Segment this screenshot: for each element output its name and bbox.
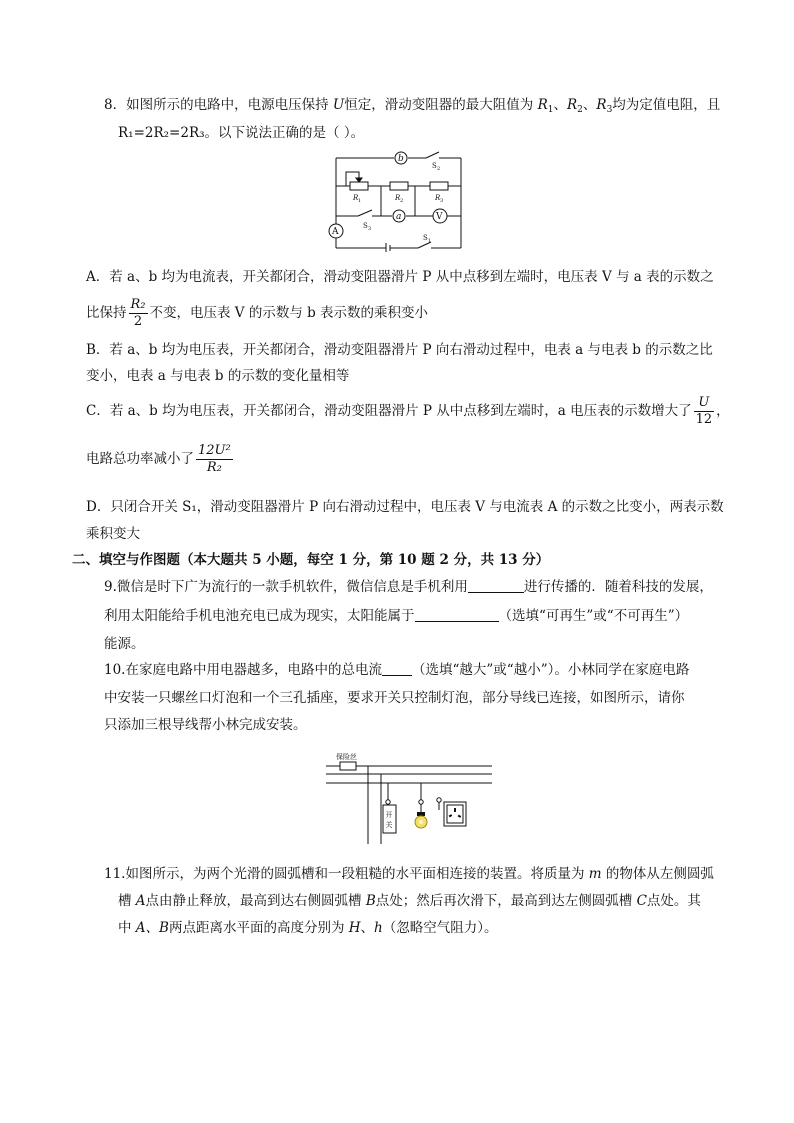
fuse-label: 保险丝: [336, 753, 357, 761]
q8-option-d-line-1: D．只闭合开关 S₁，滑动变阻器滑片 P 向右滑动过程中，电压表 V 与电流表 A 的示数之比变小，两表示数: [86, 499, 724, 515]
svg-text:R: R: [435, 194, 441, 202]
section-2-heading: 二、填空与作图题（本大题共 5 小题，每空 1 分，第 10 题 2 分，共 13 分）: [72, 552, 550, 568]
q8-option-b-line-1: B．若 a、b 均为电压表，开关都闭合，滑动变阻器滑片 P 向右滑动过程中，电表 a 与电表 b 的示数之比: [86, 342, 713, 358]
switch-label-1: 开: [385, 811, 393, 819]
q8-option-a-line-1: A．若 a、b 均为电流表，开关都闭合，滑动变阻器滑片 P 从中点移到左端时，电压表 V 与 a 表的示数之: [86, 269, 714, 285]
svg-text:S: S: [423, 234, 428, 242]
q8-option-a-line-2: 比保持 $\frac{\text{R₂}}{2}$ 不变，电压表 V 的示数与 b 表示数的乘积变小: [86, 297, 429, 329]
q9-line-3: 能源。: [104, 636, 145, 652]
q11-line-3: 中 A、B两点距离水平面的高度分别为 H、h（忽略空气阻力）。: [118, 920, 498, 936]
svg-text:1: 1: [358, 198, 362, 204]
svg-text:A: A: [332, 227, 339, 237]
q8-stem-line-2: R₁=2R₂=2R₃。以下说法正确的是（ ）。: [118, 125, 365, 141]
q8-option-b-line-2: 变小，电表 a 与电表 b 的示数的变化量相等: [86, 368, 350, 384]
svg-text:R: R: [353, 194, 359, 202]
answer-blank[interactable]: [468, 579, 524, 593]
q8-option-d-line-2: 乘积变大: [86, 526, 140, 542]
svg-text:S: S: [432, 162, 437, 170]
svg-text:R: R: [395, 194, 401, 202]
answer-blank[interactable]: [382, 662, 412, 676]
q10-line-2: 中安装一只螺丝口灯泡和一个三孔插座，要求开关只控制灯泡，部分导线已连接，如图所示，请你: [104, 690, 685, 706]
q8-circuit-diagram: [326, 148, 466, 252]
svg-text:3: 3: [368, 226, 372, 232]
svg-text:1: 1: [428, 238, 432, 244]
q10-household-circuit-diagram: [326, 748, 494, 848]
q8-stem-line-1: 8．如图所示的电路中，电源电压保持 U恒定，滑动变阻器的最大阻值为 $R_1$、$R_2$、$R_3$均为定值电阻，且: [104, 97, 721, 115]
fraction-12u2-over-r2: $\frac{\text{12U²}}{\text{R₂}}$: [198, 443, 231, 475]
q9-line-1: 9.微信是时下广为流行的一款手机软件，微信信息是手机利用 进行传播的．随着科技的发展，: [104, 579, 713, 595]
q9-line-2: 利用太阳能给手机电池充电已成为现实，太阳能属于 （选填“可再生”或“不可再生”）: [104, 608, 689, 624]
svg-text:a: a: [396, 212, 402, 222]
q11-line-1: 11.如图所示，为两个光滑的圆弧槽和一段粗糙的水平面相连接的装置。将质量为 m 的物体从左侧圆弧: [104, 866, 714, 882]
svg-text:S: S: [363, 222, 368, 230]
svg-text:2: 2: [437, 166, 441, 172]
fraction-u-over-12: $\frac{U}{12}$: [695, 395, 713, 427]
svg-text:3: 3: [440, 198, 444, 204]
q8-option-c-line-2: 电路总功率减小了 $\frac{\text{12U²}}{\text{R₂}}$: [86, 443, 231, 475]
svg-text:2: 2: [400, 198, 404, 204]
q11-line-2: 槽 A点由静止释放，最高到达右侧圆弧槽 B点处；然后再次滑下，最高到达左侧圆弧槽 C点处。其: [118, 893, 701, 909]
answer-blank[interactable]: [415, 608, 499, 622]
fraction-r2-over-2: $\frac{\text{R₂}}{2}$: [130, 297, 146, 329]
q8-option-c-line-1: C．若 a、b 均为电压表，开关都闭合，滑动变阻器滑片 P 从中点移到左端时，a 电压表的示数增大了 $\frac{U}{12}$ ，: [86, 395, 730, 427]
svg-text:b: b: [398, 154, 404, 164]
q10-line-1: 10.在家庭电路中用电器越多，电路中的总电流 （选填“越大”或“越小”）。小林同学在家庭电路: [104, 662, 690, 678]
q10-line-3: 只添加三根导线帮小林完成安装。: [104, 717, 307, 733]
switch-label-2: 关: [385, 821, 393, 829]
svg-text:V: V: [436, 212, 443, 222]
